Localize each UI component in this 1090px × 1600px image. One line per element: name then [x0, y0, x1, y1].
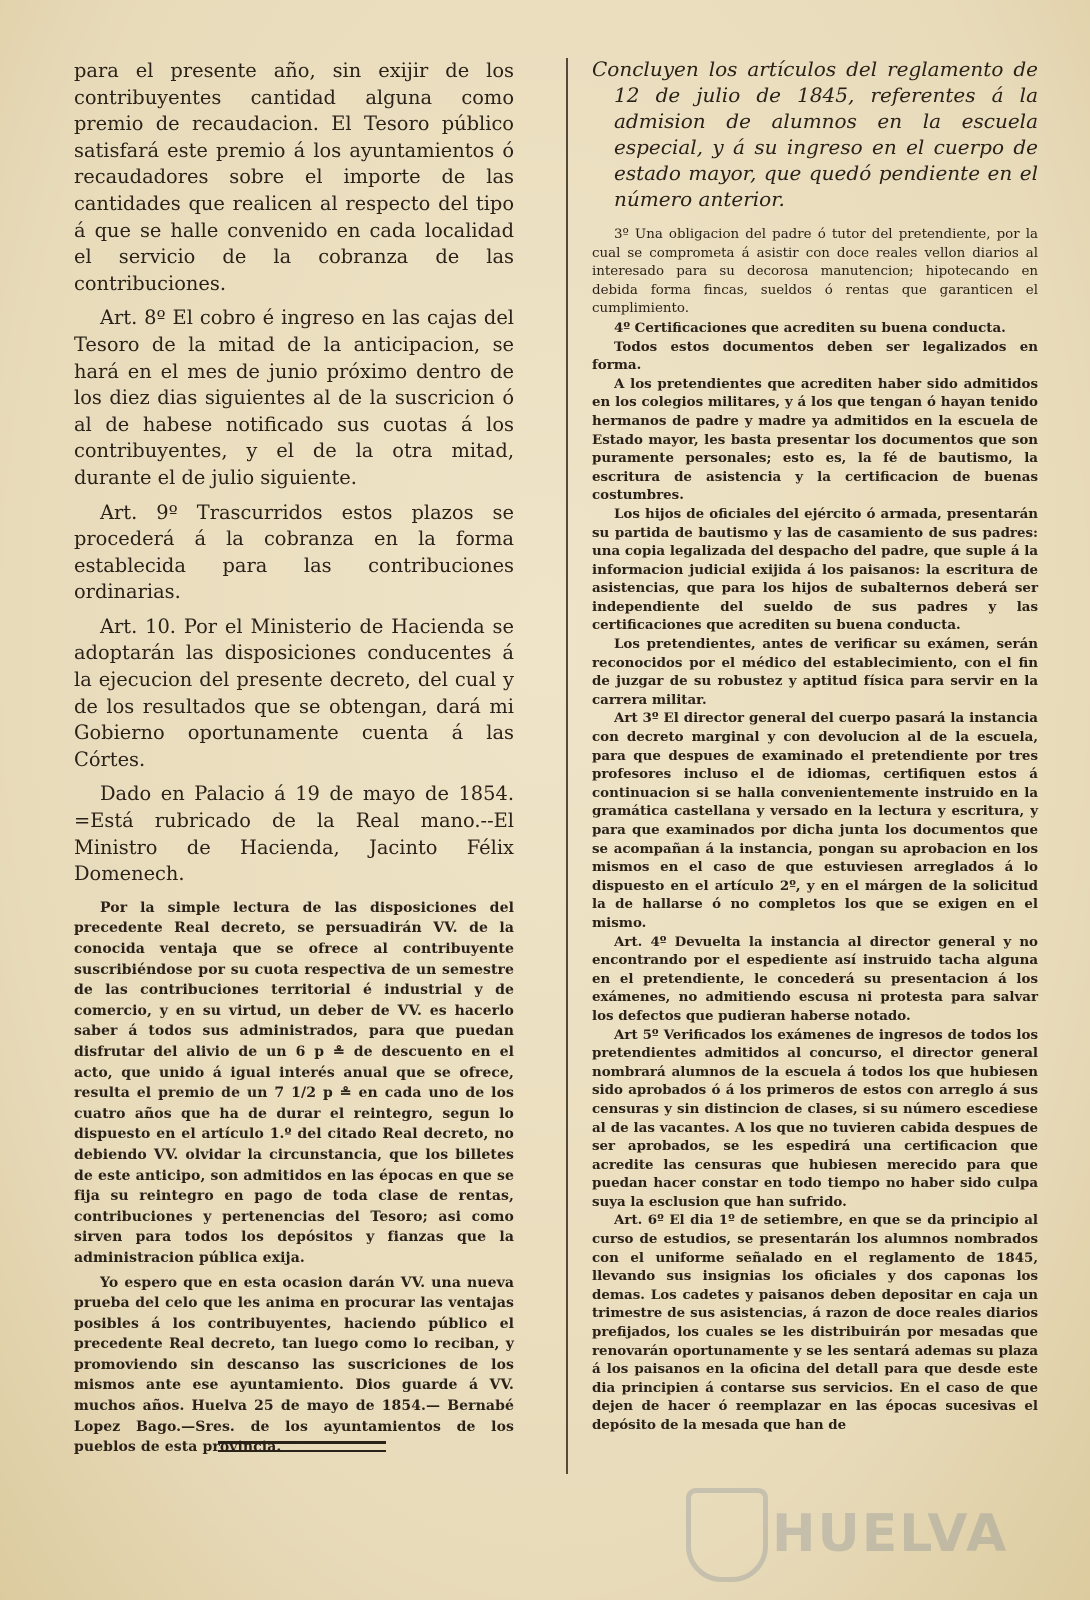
paragraph-continuation: para el presente año, sin exijir de los contribuyentes cantidad alguna como premio de recaudacion. El Tesoro público satisfará este premio á los ayuntamientos ó recaudadores sobre el importe de las cantidades que realicen al respecto del tipo á que se halle convenido en cada localidad el servicio de la cobranza de las contribuciones. — [74, 59, 514, 295]
paragraph-art-8: Art. 8º El cobro é ingreso en las cajas del Tesoro de la mitad de la anticipacion, se hará en el mes de junio próximo dentro de los diez dias siguientes al de la suscricion ó al de habese notificado sus cuotas á los contribuyentes, y el de la otra mitad, durante el de julio siguiente. — [74, 306, 514, 489]
paragraph-art-3: Art 3º El director general del cuerpo pasará la instancia con decreto marginal y con devolucion al de la escuela, para que despues de examinado el pretendiente por tres profesores incluso el de idiomas, certifiquen estos á continuacion si se halla convenientemente instruido en la gramática castellana y versado en la lectura y escritura, y para que examinados por dicha junta los documentos que se acompañan á la instancia, pongan su aprobacion en los mismos en el caso de que estuviesen arreglados á lo dispuesto en el artículo 2º, y en el márgen de la solicitud la de hallarse ó no completos los que se exigen en el mismo. — [592, 710, 1038, 931]
left-main-text — [74, 58, 514, 888]
left-column — [74, 58, 514, 1462]
paragraph-military-colleges: A los pretendientes que acrediten haber sido admitidos en los colegios militares, y á los que tengan ó hayan tenido hermanos de padre y madre ya admitidos en la escuela de Estado mayor, les basta presentar los documentos que son puramente personales; esto es, la fé de bautismo, la escritura de asistencia y la certificacion de buenas costumbres. — [592, 375, 1038, 504]
paragraph-art-5: Art 5º Verificados los exámenes de ingresos de todos los pretendientes admitidos al concurso, el director general nombrará alumnos de la escuela á todos los que hubiesen sido aprobados ó á los primeros de estos con arreglo á sus censuras y sin distincion de clases, si su número escediese al de las vacantes. A los que no tuvieren cabida despues de ser aprobados, se les espedirá una certificacion que acredite las censuras que hubiesen merecido para que puedan hacer constar en todo tiempo no haber sido culpa suya la esclusion que han sufrido. — [592, 1026, 1038, 1210]
section-heading: Concluyen los artículos del reglamento de 12 de julio de 1845, referentes á la admision de alumnos en la escuela especial, y á su ingreso en el cuerpo de estado mayor, que quedó pendiente en el número anterior. — [592, 57, 1038, 211]
paragraph-item-3: 3º Una obligacion del padre ó tutor del pretendiente, por la cual se comprometa á asistir con doce reales vellon diarios al interesado para su decorosa manutencion; hipotecando en debida forma fincas, sueldos ó rentas que garanticen el cumplimiento. — [592, 227, 1038, 317]
paragraph-art-4: Art. 4º Devuelta la instancia al director general y no encontrando por el espediente así instruido tacha alguna en el pretendiente, le concederá su presentacion á los exámenes, no admitiendo escusa ni protesta para salvar los defectos que pudieran haberse notado. — [592, 933, 1038, 1024]
archive-watermark — [680, 1480, 1020, 1580]
paragraph-medical-exam: Los pretendientes, antes de verificar su exámen, serán reconocidos por el médico del establecimiento, con el fin de juzgar de su robustez y aptitud física para servir en la carrera militar. — [592, 636, 1038, 708]
paragraph-art-10: Art. 10. Por el Ministerio de Hacienda se adoptarán las disposiciones conducentes á la ejecucion del presente decreto, del cual y de los resultados que se obtengan, dará mi Gobierno oportunamente cuenta á las Córtes. — [74, 614, 514, 771]
right-column — [592, 56, 1038, 1435]
paragraph-item-4: 4º Certificaciones que acrediten su buena conducta. — [614, 319, 1006, 336]
paragraph-signature: Dado en Palacio á 19 de mayo de 1854. =Está rubricado de la Real mano.--El Ministro de Hacienda, Jacinto Félix Domenech. — [74, 782, 514, 886]
paragraph-officers-sons: Los hijos de oficiales del ejército ó armada, presentarán su partida de bautismo y las de casamiento de sus padres: una copia legalizada del despacho del padre, que suple á la informacion judicial exijida á los paisanos: la escritura de asistencias, que para los hijos de subalternos deberá ser independiente del sueldo de sus padres y las certificaciones que acrediten su buena conducta. — [592, 505, 1038, 634]
paragraph-legalization: Todos estos documentos deben ser legalizados en forma. — [592, 338, 1038, 374]
paragraph-circular-1: Por la simple lectura de las disposiciones del precedente Real decreto, se persuadirán VV. de la conocida ventaja que se ofrece al contribuyente suscribiéndose por su cuota respectiva de un semestre de las contribuciones territorial é industrial y de comercio, y en su virtud, un deber de VV. es hacerlo saber á todos sus administrados, para que puedan disfrutar del alivio de un 6 p ≗ de descuento en el acto, que unido á igual interés anual que se ofrece, resulta el premio de un 7 1/2 p ≗ en cada uno de los cuatro años que ha de durar el reintegro, segun lo dispuesto en el artículo 1.º del citado Real decreto, no debiendo VV. olvidar la circunstancia, que los billetes de este anticipo, son admitidos en las épocas en que se fija su reintegro en pago de toda clase de rentas, contribuciones y pertenencias del Tesoro; asi como sirven para todos los depósitos y fianzas que la administracion pública exija. — [74, 899, 514, 1266]
column-divider — [566, 58, 568, 1474]
watermark-text: HUELVA — [772, 1504, 1009, 1564]
paragraph-art-9: Art. 9º Trascurridos estos plazos se procederá á la cobranza en la forma establecida para las contribuciones ordinarias. — [74, 500, 514, 604]
section-end-rule — [218, 1441, 386, 1452]
paragraph-circular-2: Yo espero que en esta ocasion darán VV. una nueva prueba del celo que les anima en procurar las ventajas posibles á los contribuyentes, haciendo público el precedente Real decreto, tan luego como lo reciban, y promoviendo sin descanso las suscriciones de los mismos ante ese ayuntamiento. Dios guarde á VV. muchos años. Huelva 25 de mayo de 1854.— Bernabé Lopez Bago.—Sres. de los ayuntamientos de los pueblos de esta provincia. — [74, 1274, 514, 1456]
shield-icon — [686, 1488, 768, 1582]
paragraph-art-6: Art. 6º El dia 1º de setiembre, en que se da principio al curso de estudios, se presentarán los alumnos nombrados con el uniforme señalado en el reglamento de 1845, llevando sus insignias los oficiales y dos caponas los demas. Los cadetes y paisanos deben depositar en caja un trimestre de sus asistencias, á razon de doce reales diarios prefijados, los cuales se les distribuirán por mesadas que renovarán oportunamente y se les sentará ademas su plaza á los paisanos en la oficina del detall para que desde este dia principien á contarse sus servicios. En el caso de que dejen de hacer ó reemplazar en las épocas sucesivas el depósito de la mesada que han de — [592, 1212, 1038, 1433]
left-circular-text — [74, 898, 514, 1458]
